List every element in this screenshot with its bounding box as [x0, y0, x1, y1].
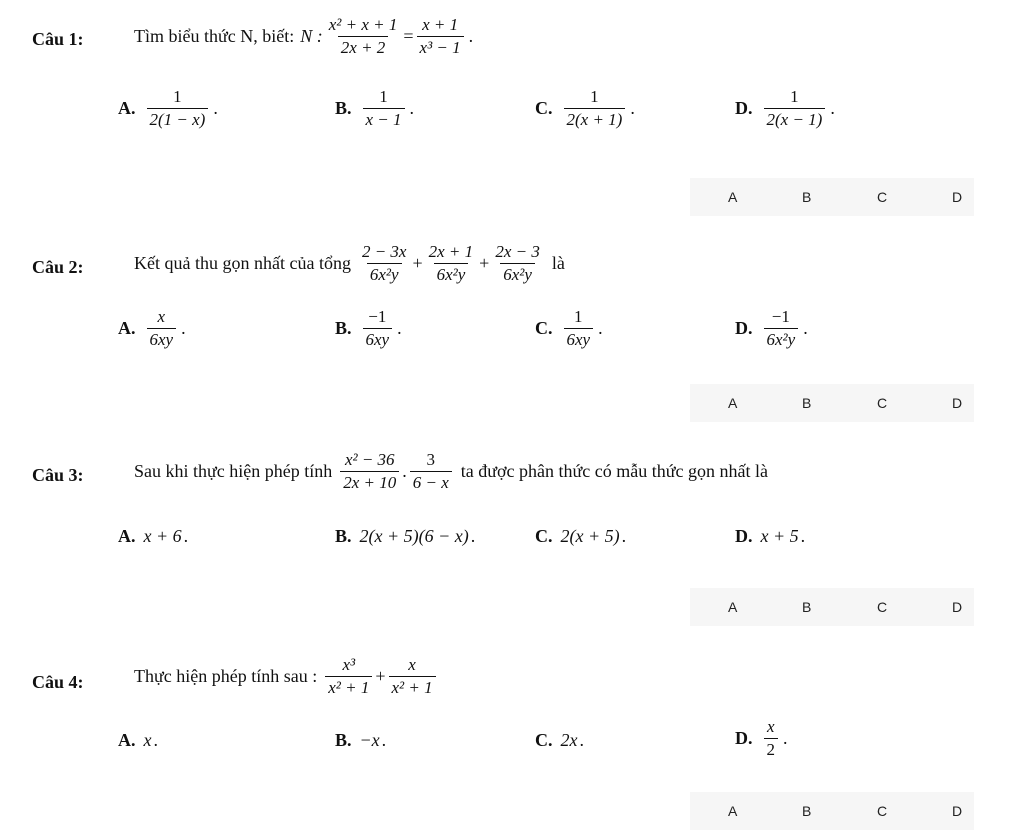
stem-fraction-1: $\frac{\text{x³}}{\text{x² + 1}}$: [325, 656, 372, 697]
stem-fraction-1: $\frac{2 - 3x}{\text{6x²y}}$: [361, 242, 407, 284]
stem-text: Kết quả thu gọn nhất của tổng: [134, 252, 351, 273]
answer-choice-d[interactable]: D: [952, 599, 963, 615]
option-d: D. x + 5 .: [735, 526, 806, 546]
answer-choice-c[interactable]: C: [877, 599, 888, 615]
stem-text: Sau khi thực hiện phép tính: [134, 460, 333, 481]
stem-fraction-1: $\frac{\text{x² − 36}}{2x + 10}$: [340, 451, 399, 492]
option-d: D. $\frac{x}{2}$ .: [735, 717, 788, 759]
answer-choice-c[interactable]: C: [877, 803, 888, 819]
stem-lhs: N :: [300, 25, 323, 46]
answer-choice-a[interactable]: A: [728, 599, 738, 615]
question-stem: Tìm biểu thức N, biết: N : $\frac{\text{x² + x + 1}}{2x + 2}$ = $\frac{x + 1}{\text{x³ − 1}}$ .: [134, 15, 474, 57]
question-label: Câu 2:: [32, 257, 84, 277]
stem-fraction-2: $\frac{3}{6 - x}$: [410, 451, 452, 492]
option-a: A. x + 6 .: [118, 526, 189, 546]
answer-choice-a[interactable]: A: [728, 395, 738, 411]
option-a: A. x .: [118, 730, 158, 750]
answer-bar: [690, 588, 974, 626]
option-c: C. $\frac{1}{2(x + 1)}$ .: [535, 87, 635, 129]
answer-choice-b[interactable]: B: [802, 599, 812, 615]
answer-bar: [690, 178, 974, 216]
answer-choice-b[interactable]: B: [802, 803, 812, 819]
option-b: B. −x .: [335, 730, 387, 750]
stem-fraction-1: $\frac{\text{x² + x + 1}}{2x + 2}$: [328, 15, 398, 57]
question-label: Câu 3:: [32, 465, 84, 485]
question-stem: Thực hiện phép tính sau : $\frac{\text{x³}}{\text{x² + 1}}$ + $\frac{x}{\text{x² + 1}}$: [134, 656, 439, 697]
stem-text: Tìm biểu thức N, biết:: [134, 25, 295, 46]
option-d: D. $\frac{1}{2(x - 1)}$ .: [735, 87, 835, 129]
option-b: B. $\frac{1}{x - 1}$ .: [335, 87, 415, 129]
stem-tail: ta được phân thức có mẫu thức gọn nhất là: [460, 460, 768, 481]
answer-bar: [690, 792, 974, 830]
option-c: C. 2(x + 5) .: [535, 526, 627, 546]
answer-choice-b[interactable]: B: [802, 189, 812, 205]
equals-sign: =: [403, 25, 414, 46]
option-c: C. 2x .: [535, 730, 584, 750]
option-d: D. $\frac{-1}{\text{6x²y}}$ .: [735, 307, 808, 349]
option-a: A. $\frac{x}{6xy}$ .: [118, 307, 186, 349]
answer-choice-b[interactable]: B: [802, 395, 812, 411]
stem-fraction-2: $\frac{2x + 1}{\text{6x²y}}$: [428, 242, 474, 284]
question-stem: Kết quả thu gọn nhất của tổng $\frac{2 - 3x}{\text{6x²y}}$ + $\frac{2x + 1}{\text{6x²y}}$ + $\frac{2x - 3}{\text{6x²y}}$ là: [134, 242, 565, 284]
stem-fraction-3: $\frac{2x - 3}{\text{6x²y}}$: [495, 242, 540, 284]
answer-choice-c[interactable]: C: [877, 189, 888, 205]
stem-fraction-2: $\frac{x}{\text{x² + 1}}$: [389, 656, 436, 697]
answer-choice-d[interactable]: D: [952, 189, 963, 205]
question-label: Câu 1:: [32, 29, 84, 49]
question-label: Câu 4:: [32, 672, 84, 692]
option-b: B. 2(x + 5)(6 − x) .: [335, 526, 476, 546]
stem-tail: là: [551, 252, 565, 273]
answer-choice-a[interactable]: A: [728, 803, 738, 819]
answer-choice-d[interactable]: D: [952, 803, 963, 819]
answer-choice-a[interactable]: A: [728, 189, 738, 205]
question-stem: Sau khi thực hiện phép tính $\frac{\text{x² − 36}}{2x + 10}$ . $\frac{3}{6 - x}$ ta được phân thức có mẫu thức gọn nhất là: [134, 450, 768, 492]
option-a: A. $\frac{1}{2(1 - x)}$ .: [118, 87, 218, 129]
answer-choice-c[interactable]: C: [877, 395, 888, 411]
stem-fraction-2: $\frac{x + 1}{\text{x³ − 1}}$: [417, 16, 464, 57]
answer-choice-d[interactable]: D: [952, 395, 963, 411]
answer-bar: [690, 384, 974, 422]
option-b: B. $\frac{-1}{6xy}$ .: [335, 307, 402, 349]
option-c: C. $\frac{1}{6xy}$ .: [535, 307, 603, 349]
stem-text: Thực hiện phép tính sau :: [134, 665, 318, 686]
